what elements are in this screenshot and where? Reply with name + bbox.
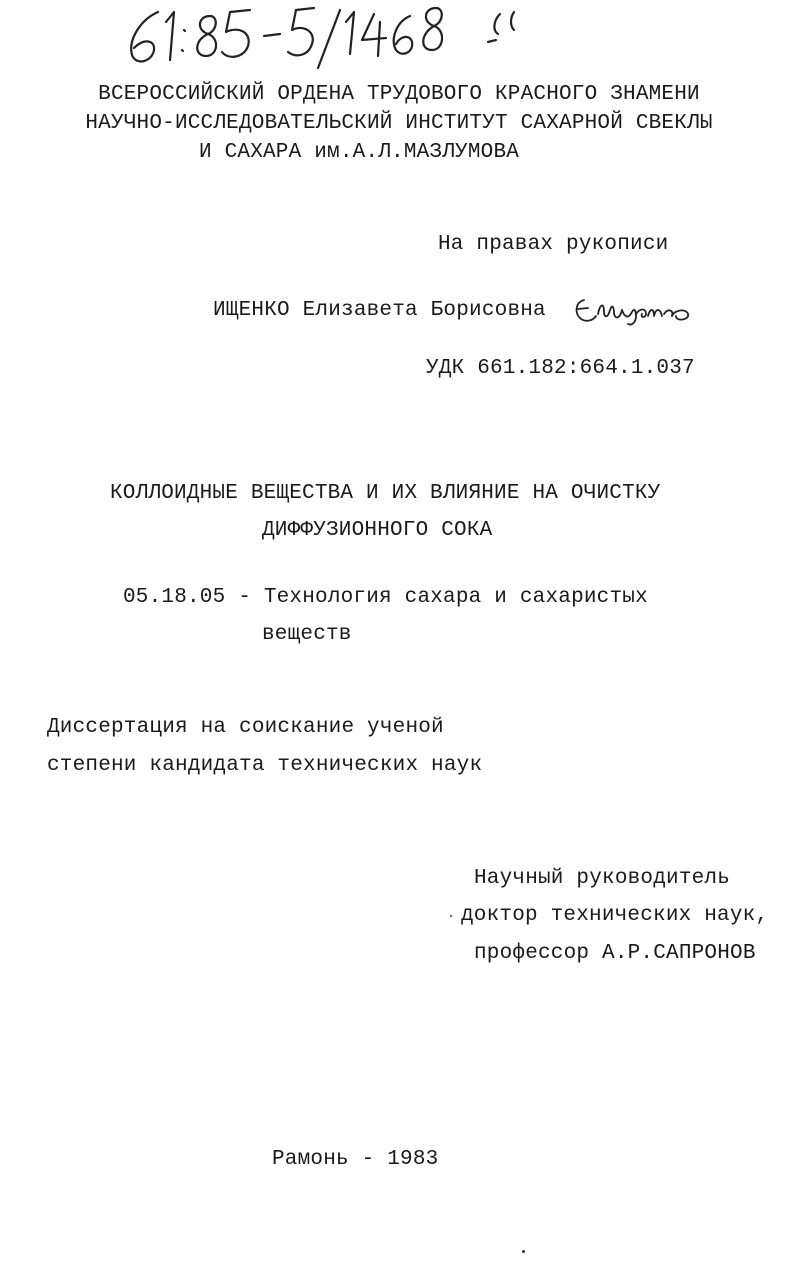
institution-line-1: ВСЕРОССИЙСКИЙ ОРДЕНА ТРУДОВОГО КРАСНОГО ЗНАМЕНИ [98,83,700,106]
udk-code: УДК 661.182:664.1.037 [426,357,695,380]
author-signature [570,292,695,330]
specialty-line-1: 05.18.05 - Технология сахара и сахаристых [123,586,648,609]
author-name: ИЩЕНКО Елизавета Борисовна [213,299,546,322]
degree-line-1: Диссертация на соискание ученой [47,716,444,739]
paper-speck [450,915,452,917]
supervisor-line-2: доктор технических наук, [461,904,769,927]
manuscript-note: На правах рукописи [438,233,669,256]
supervisor-line-1: Научный руководитель [474,867,731,890]
institution-line-3: И САХАРА им.А.Л.МАЗЛУМОВА [199,141,520,164]
specialty-line-2: веществ [262,623,352,646]
title-line-1: КОЛЛОИДНЫЕ ВЕЩЕСТВА И ИХ ВЛИЯНИЕ НА ОЧИСТКУ [110,482,661,505]
title-line-2: ДИФФУЗИОННОГО СОКА [262,519,493,542]
supervisor-line-3: профессор А.Р.САПРОНОВ [474,942,756,965]
handwritten-archive-mark [118,0,538,75]
institution-line-2: НАУЧНО-ИССЛЕДОВАТЕЛЬСКИЙ ИНСТИТУТ САХАРНОЙ СВЕКЛЫ [85,112,713,135]
paper-speck [522,1250,525,1253]
degree-line-2: степени кандидата технических наук [47,754,483,777]
place-year: Рамонь - 1983 [272,1148,439,1171]
